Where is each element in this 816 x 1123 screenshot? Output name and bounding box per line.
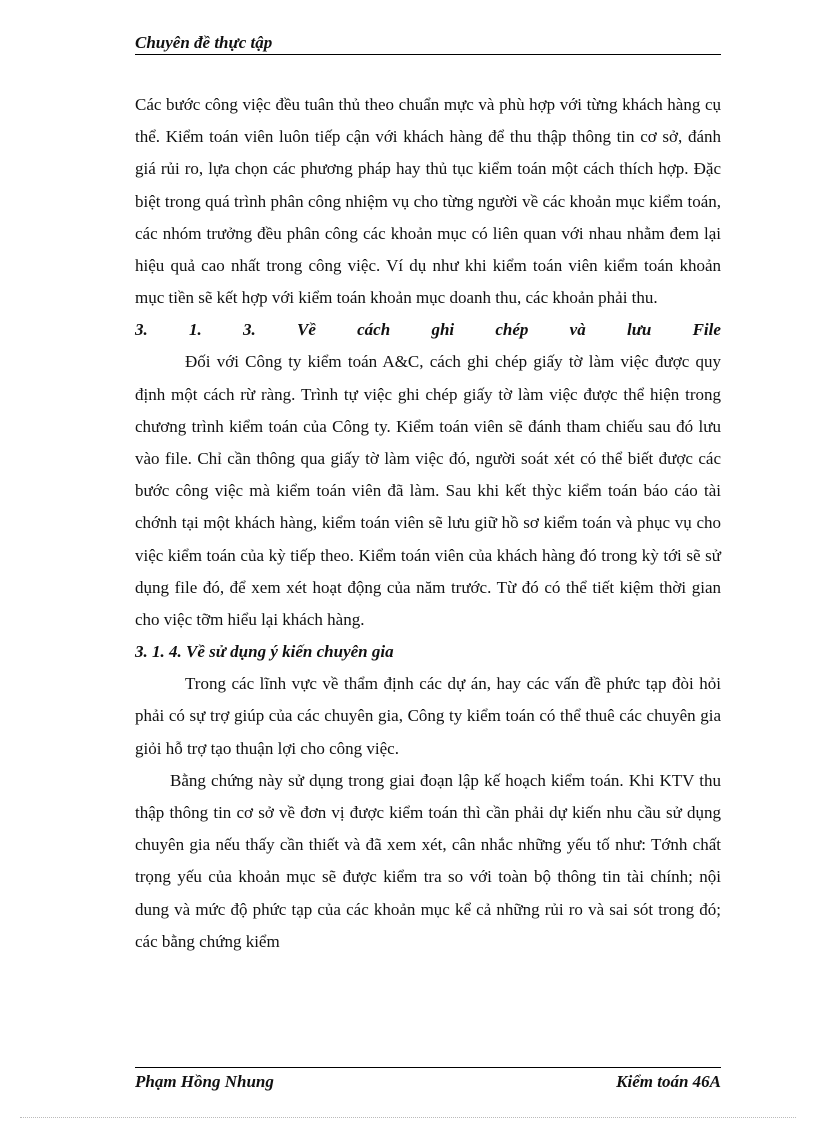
footer-author: Phạm Hồng Nhung [135, 1072, 274, 1091]
paragraph-expert-evidence: Bằng chứng này sử dụng trong giai đoạn lập kế hoạch kiểm toán. Khi KTV thu thập thông tin cơ sở về đơn vị được kiểm toán thì cần phải dự kiến nhu cầu sử dụng chuyên gia nếu thấy cần thiết và đã xem xét, cân nhắc những yếu tố như: Tớnh chất trọng yếu của khoản mục sẽ được kiểm tra so với toàn bộ thông tin tài chính; nội dung và mức độ phức tạp của các khoản mục kể cả những rủi ro và sai sót trong đó; các bằng chứng kiểm [135, 770, 721, 951]
heading-word: 1. [189, 320, 202, 340]
page-bottom-divider [20, 1117, 796, 1118]
heading-word: ghi [431, 320, 455, 340]
document-body [135, 89, 721, 958]
heading-word: File [692, 320, 721, 340]
heading-word: và [569, 320, 586, 340]
paragraph-expert-hire: Trong các lĩnh vực về thẩm định các dự án, hay các vấn đề phức tạp đòi hỏi phải có sự trợ giúp của các chuyên gia, Công ty kiểm toán có thể thuê các chuyên gia giỏi hỗ trợ tạo thuận lợi cho công việc. [135, 674, 721, 758]
heading-word: lưu [626, 320, 652, 340]
page-header [135, 32, 721, 55]
paragraph-work-steps: Các bước công việc đều tuân thủ theo chuẩn mực và phù hợp với từng khách hàng cụ thể. Kiểm toán viên luôn tiếp cận với khách hàng để thu thập thông tin cơ sở, đánh giá rủi ro, lựa chọn các phương pháp hay thủ tục kiểm toán một cách thích hợp. Đặc biệt trong quá trình phân công nhiệm vụ cho từng người về các khoản mục kiểm toán, các nhóm trưởng đều phân công các khoản mục có liên quan với nhau nhằm đem lại hiệu quả cao nhất trong công việc. Ví dụ như khi kiểm toán viên kiểm toán khoản mục tiền sẽ kết hợp với kiểm toán khoản mục doanh thu, các khoản phải thu. [135, 95, 721, 308]
heading-word: cách [357, 320, 391, 340]
footer-class: Kiểm toán 46A [616, 1072, 721, 1091]
page-footer [135, 1067, 721, 1096]
heading-word: 3. [135, 320, 148, 340]
heading-3-1-4: 3. 1. 4. Về sử dụng ý kiến chuyên gia [135, 642, 394, 662]
heading-word: Về [297, 320, 316, 340]
paragraph-record-keeping: Đối với Công ty kiểm toán A&C, cách ghi chép giấy tờ làm việc được quy định một cách rừ ràng. Trình tự việc ghi chép giấy tờ làm việc được thể hiện trong chương trình kiểm toán của Công ty. Kiểm toán viên sẽ đánh tham chiếu sau đó lưu vào file. Chỉ cần thông qua giấy tờ làm việc đó, người soát xét có thể biết được các bước công việc mà kiểm toán viên đã làm. Sau khi kết thỳc kiểm toán báo cáo tài chớnh tại một khách hàng, kiểm toán viên sẽ lưu giữ hồ sơ kiểm toán và phục vụ cho việc kiểm toán của kỳ tiếp theo. Kiểm toán viên của khách hàng đó trong kỳ tới sẽ sử dụng file đó, để xem xét hoạt động của năm trước. Từ đó có thể tiết kiệm thời gian cho việc tỡm hiểu lại khách hàng. [135, 352, 721, 630]
header-title: Chuyên đề thực tập [135, 33, 273, 52]
heading-word: chép [495, 320, 529, 340]
heading-word: 3. [243, 320, 256, 340]
heading-3-1-3 [135, 314, 721, 346]
